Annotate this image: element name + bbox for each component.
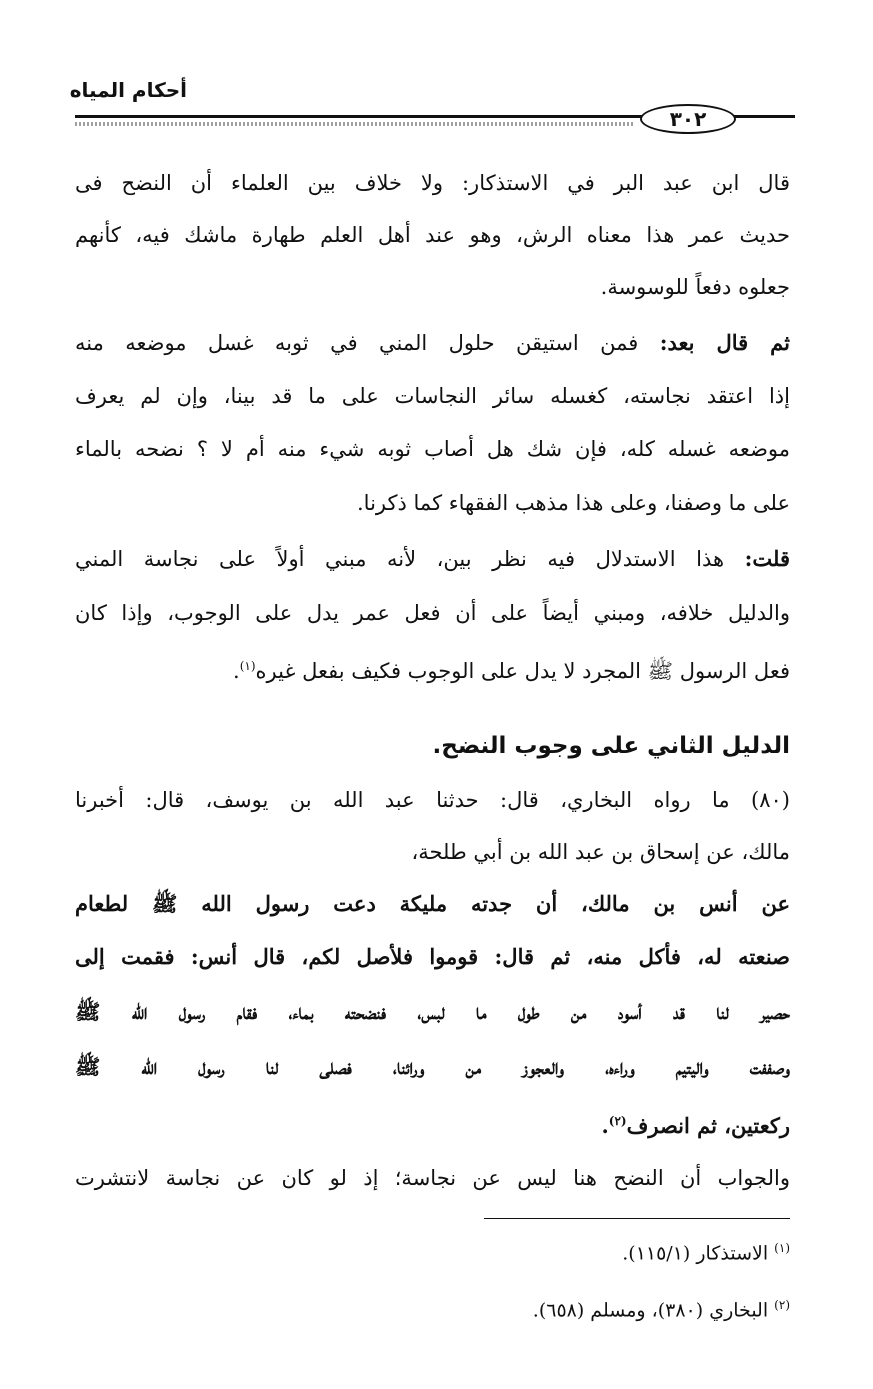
body-line: والدليل خلافه، ومبني أيضاً على أن فعل عمر يدل على الوجوب، وإذا كان — [75, 601, 790, 625]
body-line: قال ابن عبد البر في الاستذكار: ولا خلاف بين العلماء أن النضح فى — [75, 171, 790, 195]
footnote-separator — [484, 1218, 790, 1219]
section-heading: الدليل الثاني على وجوب النضح. — [432, 733, 790, 759]
hadith-line: ركعتين، ثم انصرف$^{(٢)}$. — [601, 1113, 790, 1138]
hadith-line: صنعته له، فأكل منه، ثم قال: قوموا فلأصل لكم، قال أنس: فقمت إلى — [75, 944, 790, 969]
body-text: هذا الاستدلال فيه نظر بين، لأنه مبني أولاً على نجاسة المني — [75, 547, 725, 571]
running-header-title: أحكام المياه — [69, 78, 187, 102]
body-line: على ما وصفنا، وعلى هذا مذهب الفقهاء كما ذكرنا. — [357, 491, 790, 515]
hadith-line: حصير لنا قد أسود من طول ما لبس، فنضحته بماء، فقام رسول الله ﷺ — [75, 999, 790, 1024]
hadith-line: عن أنس بن مالك، أن جدته مليكة دعت رسول الله ﷺ لطعام — [75, 891, 790, 916]
body-line: جعلوه دفعاً للوسوسة. — [600, 275, 790, 299]
header-rule-ornament — [75, 122, 635, 126]
body-line: والجواب أن النضح هنا ليس عن نجاسة؛ إذ لو كان عن نجاسة لانتشرت — [75, 1166, 790, 1190]
footnote — [533, 1290, 790, 1325]
footnote-number: (٢) — [774, 1298, 790, 1312]
paragraph-lead: قلت: — [744, 546, 790, 571]
footnote-ref[interactable]: (٢) — [608, 1114, 627, 1128]
paragraph-lead: ثم قال بعد: — [659, 330, 791, 355]
body-line — [75, 541, 790, 577]
body-line: (٨٠) ما رواه البخاري، قال: حدثنا عبد الله بن يوسف، قال: أخبرنا — [75, 788, 790, 812]
hadith-text: ركعتين، ثم انصرف — [626, 1113, 790, 1138]
body-line: مالك، عن إسحاق بن عبد الله بن أبي طلحة، — [411, 840, 790, 864]
page-number: ٣٠٢ — [640, 104, 736, 134]
body-text: فعل الرسول ﷺ المجرد لا يدل على الوجوب فكيف بفعل غيره — [255, 659, 790, 683]
body-line: إذا اعتقد نجاسته، كغسله سائر النجاسات على ما قد بينا، وإن لم يعرف — [75, 384, 790, 408]
hadith-line: وصففت واليتيم وراءه، والعجوز من ورائنا، فصلى لنا رسول الله ﷺ — [75, 1054, 790, 1079]
body-line: فعل الرسول ﷺ المجرد لا يدل على الوجوب فكيف بفعل غيره$^{(١)}$. — [233, 659, 790, 683]
body-text: فمن استيقن حلول المني في ثوبه غسل موضعه منه — [75, 331, 639, 355]
body-line — [75, 325, 790, 361]
footnote-ref[interactable]: (١) — [239, 659, 256, 673]
footnote — [622, 1233, 790, 1268]
body-line: حديث عمر هذا معناه الرش، وهو عند أهل العلم طهارة ماشك فيه، كأنهم — [75, 223, 790, 247]
footnote-number: (١) — [774, 1241, 790, 1255]
footnote-text: الاستذكار (١١٥/١). — [622, 1242, 769, 1265]
body-line: موضعه غسله كله، فإن شك هل أصاب ثوبه شيء منه أم لا ؟ نضحه بالماء — [75, 437, 790, 461]
footnote-text: البخاري (٣٨٠)، ومسلم (٦٥٨). — [532, 1299, 769, 1322]
